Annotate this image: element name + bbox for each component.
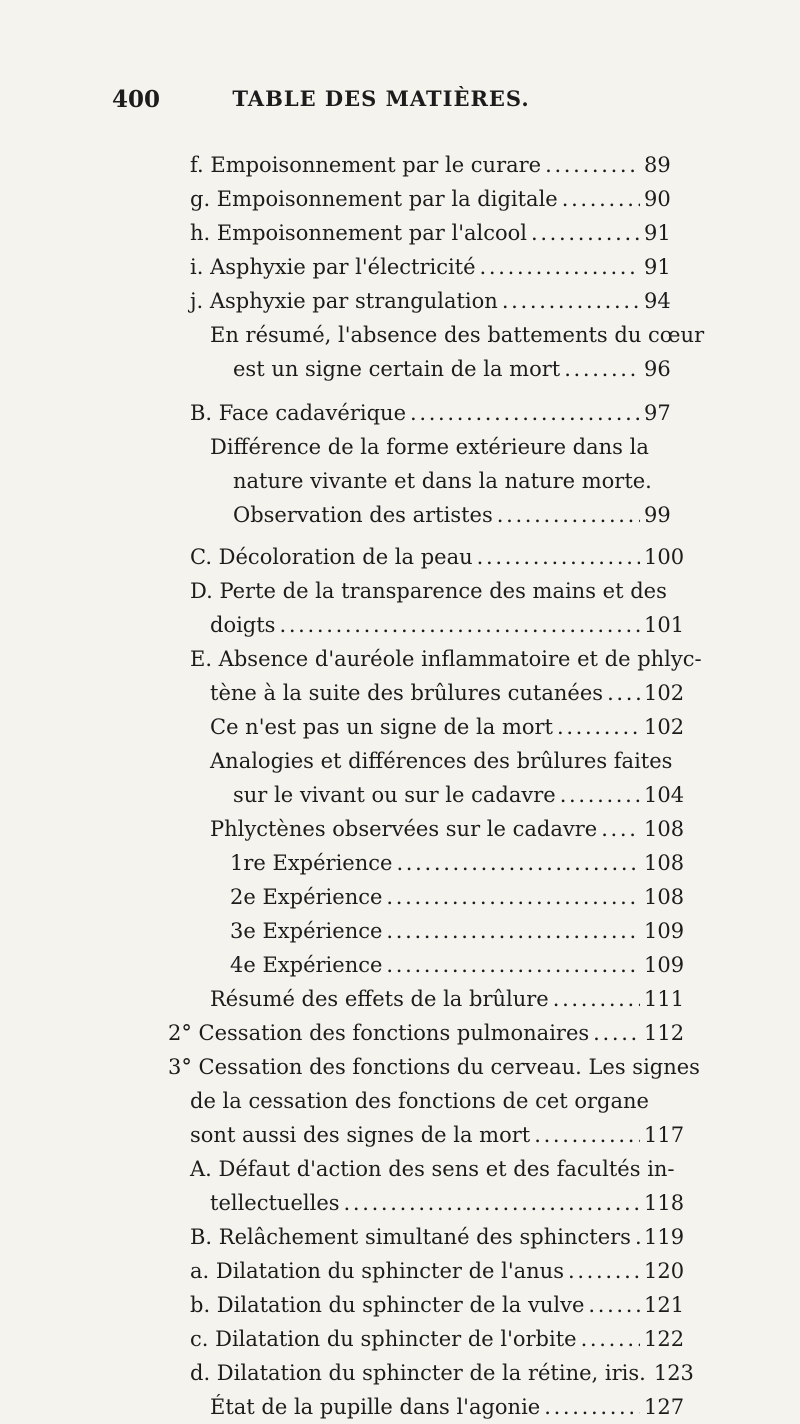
toc-entry: a. Dilatation du sphincter de l'anus . . . 120 [190, 1254, 688, 1288]
toc-entry: h. Empoisonnement par l'alcool . . . 91 [190, 216, 688, 250]
toc-entry: E. Absence d'auréole inflammatoire et de phlyc- [190, 647, 702, 671]
running-title: TABLE DES MATIÈRES. [232, 86, 530, 111]
toc-entry: 3° Cessation des fonctions du cerveau. Les signes [168, 1055, 700, 1079]
toc-entry: Résumé des effets de la brûlure . . . 111 [210, 982, 688, 1016]
page-header [0, 86, 800, 126]
toc-entry: b. Dilatation du sphincter de la vulve . . . 121 [190, 1288, 688, 1322]
toc-entry: Analogies et différences des brûlures faites [210, 749, 673, 773]
toc-entry: 4e Expérience . . . 109 [230, 948, 688, 982]
toc-entry: de la cessation des fonctions de cet organe [190, 1089, 649, 1113]
toc-entry: D. Perte de la transparence des mains et des [190, 579, 667, 603]
toc-entry: sur le vivant ou sur le cadavre . . . 104 [233, 778, 688, 812]
toc-entry: Différence de la forme extérieure dans la [210, 435, 649, 459]
toc-entry: Phlyctènes observées sur le cadavre . . . 108 [210, 812, 688, 846]
toc-entry: tellectuelles . . . 118 [210, 1186, 688, 1220]
page-number: 400 [112, 86, 161, 113]
toc-entry: Ce n'est pas un signe de la mort . . . 102 [210, 710, 688, 744]
toc-entry: i. Asphyxie par l'électricité . . . 91 [190, 250, 688, 284]
toc-entry: 2° Cessation des fonctions pulmonaires . . . 112 [168, 1016, 688, 1050]
toc-entry: c. Dilatation du sphincter de l'orbite . . . 122 [190, 1322, 688, 1356]
toc-entry: est un signe certain de la mort . . . 96 [233, 352, 688, 386]
toc-entry: doigts . . . 101 [210, 608, 688, 642]
toc-entry: f. Empoisonnement par le curare . . . 89 [190, 148, 688, 182]
toc-entry: C. Décoloration de la peau . . . 100 [190, 540, 688, 574]
toc-entry: nature vivante et dans la nature morte. [233, 469, 652, 493]
toc-entry: B. Relâchement simultané des sphincters . . . 119 [190, 1220, 688, 1254]
toc-entry: sont aussi des signes de la mort . . . 117 [190, 1118, 688, 1152]
toc-entry: 1re Expérience . . . 108 [230, 846, 688, 880]
toc-entry: 2e Expérience . . . 108 [230, 880, 688, 914]
toc-entry: A. Défaut d'action des sens et des facultés in- [190, 1157, 675, 1181]
toc-entry: j. Asphyxie par strangulation . . . 94 [190, 284, 688, 318]
toc-entry: tène à la suite des brûlures cutanées . . . 102 [210, 676, 688, 710]
toc-entry: d. Dilatation du sphincter de la rétine, iris. 123 [190, 1361, 694, 1385]
toc-entry: g. Empoisonnement par la digitale . . . 90 [190, 182, 688, 216]
toc-entry: Observation des artistes . . . 99 [233, 498, 688, 532]
toc-entry: État de la pupille dans l'agonie . . . 127 [210, 1390, 688, 1424]
toc-entry: B. Face cadavérique . . . 97 [190, 396, 688, 430]
toc-entry: 3e Expérience . . . 109 [230, 914, 688, 948]
toc-entry: En résumé, l'absence des battements du cœur [210, 323, 705, 347]
